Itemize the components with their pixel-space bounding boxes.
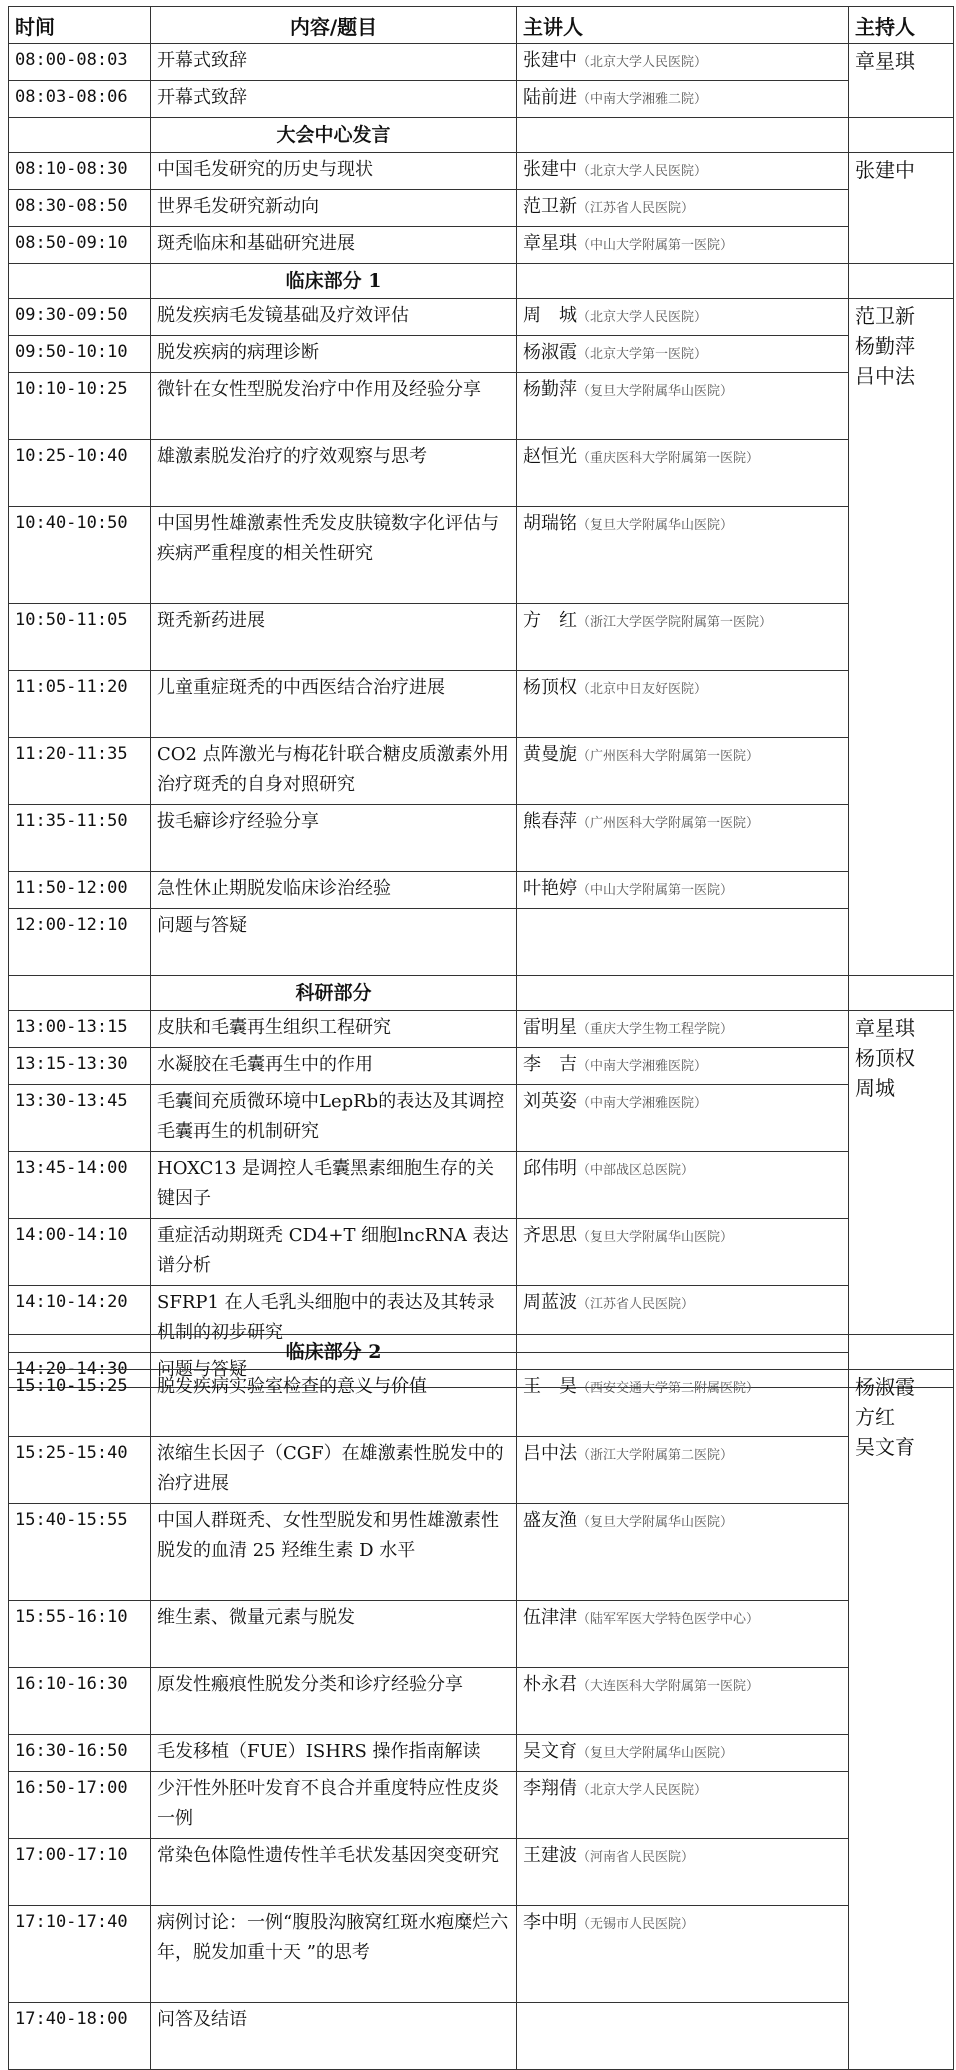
speaker-name: 方 红 <box>523 610 577 631</box>
topic-cell: 中国毛发研究的历史与现状 <box>151 153 517 190</box>
time-cell: 10:10-10:25 <box>9 373 151 440</box>
time-cell: 08:03-08:06 <box>9 81 151 118</box>
table-header-row <box>9 7 954 44</box>
topic-cell: SFRP1 在人毛乳头细胞中的表达及其转录机制的初步研究 <box>151 1286 517 1353</box>
topic-cell: 浓缩生长因子（CGF）在雄激素性脱发中的治疗进展 <box>151 1437 517 1504</box>
time-cell: 14:00-14:10 <box>9 1219 151 1286</box>
speaker-affiliation: （北京大学第一医院） <box>577 347 708 362</box>
time-cell: 13:45-14:00 <box>9 1152 151 1219</box>
speaker-name: 赵恒光 <box>523 446 577 467</box>
table-row <box>9 373 954 440</box>
topic-cell: 毛囊间充质微环境中LepRb的表达及其调控毛囊再生的机制研究 <box>151 1085 517 1152</box>
header-time: 时间 <box>9 7 151 44</box>
time-cell: 15:55-16:10 <box>9 1601 151 1668</box>
speaker-affiliation: （复旦大学附属华山医院） <box>577 1230 734 1245</box>
speaker-affiliation: （中山大学附属第一医院） <box>577 883 734 898</box>
time-cell: 12:00-12:10 <box>9 909 151 976</box>
table-row <box>9 909 954 976</box>
table-row <box>9 1048 954 1085</box>
speaker-affiliation: （复旦大学附属华山医院） <box>577 384 734 399</box>
speaker-cell <box>517 1152 849 1219</box>
time-cell: 11:05-11:20 <box>9 671 151 738</box>
topic-cell: 原发性瘢痕性脱发分类和诊疗经验分享 <box>151 1668 517 1735</box>
time-cell: 14:10-14:20 <box>9 1286 151 1353</box>
topic-cell: 中国人群斑秃、女性型脱发和男性雄激素性脱发的血清 25 羟维生素 D 水平 <box>151 1504 517 1601</box>
speaker-cell <box>517 1219 849 1286</box>
speaker-cell <box>517 1085 849 1152</box>
speaker-affiliation: （大连医科大学附属第一医院） <box>577 1679 760 1694</box>
table-row <box>9 1085 954 1152</box>
speaker-cell <box>517 1668 849 1735</box>
speaker-cell <box>517 1370 849 1437</box>
topic-cell: 水凝胶在毛囊再生中的作用 <box>151 1048 517 1085</box>
table-row <box>9 805 954 872</box>
speaker-affiliation: （复旦大学附属华山医院） <box>577 518 734 533</box>
time-cell: 17:00-17:10 <box>9 1839 151 1906</box>
speaker-name: 刘英姿 <box>523 1091 577 1112</box>
speaker-name: 陆前进 <box>523 87 577 108</box>
speaker-cell <box>517 1437 849 1504</box>
speaker-cell <box>517 190 849 227</box>
speaker-cell <box>517 373 849 440</box>
time-cell: 08:10-08:30 <box>9 153 151 190</box>
topic-cell: 脱发疾病毛发镜基础及疗效评估 <box>151 299 517 336</box>
table-row <box>9 604 954 671</box>
topic-cell: 中国男性雄激素性秃发皮肤镜数字化评估与疾病严重程度的相关性研究 <box>151 507 517 604</box>
table-row <box>9 1504 954 1601</box>
speaker-name: 吕中法 <box>523 1443 577 1464</box>
section-title: 大会中心发言 <box>151 118 517 153</box>
speaker-cell <box>517 44 849 81</box>
speaker-cell <box>517 507 849 604</box>
speaker-name: 雷明星 <box>523 1017 577 1038</box>
table-row <box>9 299 954 336</box>
speaker-name: 齐思思 <box>523 1225 577 1246</box>
speaker-name: 杨淑霞 <box>523 342 577 363</box>
speaker-cell <box>517 1906 849 2003</box>
speaker-affiliation: （重庆大学生物工程学院） <box>577 1022 734 1037</box>
table-row <box>9 440 954 507</box>
section-header-row <box>9 976 954 1011</box>
speaker-affiliation: （陆军军医大学特色医学中心） <box>577 1612 760 1627</box>
speaker-cell <box>517 1735 849 1772</box>
speaker-affiliation: （广州医科大学附属第一医院） <box>577 816 760 831</box>
speaker-affiliation: （浙江大学附属第二医院） <box>577 1448 734 1463</box>
speaker-name: 周蓝波 <box>523 1292 577 1313</box>
topic-cell: 世界毛发研究新动向 <box>151 190 517 227</box>
schedule-table-afternoon <box>8 1334 954 2070</box>
topic-cell: 雄激素脱发治疗的疗效观察与思考 <box>151 440 517 507</box>
speaker-affiliation: （中南大学湘雅医院） <box>577 1096 708 1111</box>
topic-cell: 维生素、微量元素与脱发 <box>151 1601 517 1668</box>
table-row <box>9 1011 954 1048</box>
topic-cell: 重症活动期斑秃 CD4+T 细胞lncRNA 表达谱分析 <box>151 1219 517 1286</box>
table-row <box>9 1437 954 1504</box>
speaker-name: 李翔倩 <box>523 1778 577 1799</box>
speaker-affiliation: （江苏省人民医院） <box>577 1297 695 1312</box>
header-host: 主持人 <box>849 7 954 44</box>
table-row <box>9 738 954 805</box>
time-cell: 10:25-10:40 <box>9 440 151 507</box>
speaker-affiliation: （广州医科大学附属第一医院） <box>577 749 760 764</box>
speaker-name: 李中明 <box>523 1912 577 1933</box>
speaker-name: 伍津津 <box>523 1607 577 1628</box>
section-header-row <box>9 1335 954 1370</box>
time-cell: 13:15-13:30 <box>9 1048 151 1085</box>
table-row <box>9 2003 954 2070</box>
table-row <box>9 1772 954 1839</box>
topic-cell: CO2 点阵激光与梅花针联合糖皮质激素外用治疗斑秃的自身对照研究 <box>151 738 517 805</box>
speaker-cell <box>517 738 849 805</box>
topic-cell: 开幕式致辞 <box>151 44 517 81</box>
speaker-affiliation: （北京大学人民医院） <box>577 164 708 179</box>
table-row <box>9 1668 954 1735</box>
topic-cell: 毛发移植（FUE）ISHRS 操作指南解读 <box>151 1735 517 1772</box>
time-cell: 08:50-09:10 <box>9 227 151 264</box>
host-name: 张建中 <box>855 158 915 182</box>
table-row <box>9 1735 954 1772</box>
speaker-name: 吴文育 <box>523 1741 577 1762</box>
host-cell <box>849 1370 954 2070</box>
speaker-cell <box>517 299 849 336</box>
time-cell: 15:40-15:55 <box>9 1504 151 1601</box>
time-cell: 16:30-16:50 <box>9 1735 151 1772</box>
topic-cell: 脱发疾病实验室检查的意义与价值 <box>151 1370 517 1437</box>
host-name: 章星琪 <box>855 1016 915 1040</box>
time-cell: 13:30-13:45 <box>9 1085 151 1152</box>
table-row <box>9 81 954 118</box>
speaker-name: 朴永君 <box>523 1674 577 1695</box>
time-cell: 17:10-17:40 <box>9 1906 151 2003</box>
speaker-cell <box>517 153 849 190</box>
host-name: 方红 <box>855 1405 895 1429</box>
table-row <box>9 1219 954 1286</box>
speaker-cell <box>517 2003 849 2070</box>
host-name: 吕中法 <box>855 364 915 388</box>
topic-cell: 病例讨论：一例“腹股沟腋窝红斑水疱糜烂六年，脱发加重十天 ”的思考 <box>151 1906 517 2003</box>
speaker-affiliation: （北京大学人民医院） <box>577 1783 708 1798</box>
time-cell: 15:10-15:25 <box>9 1370 151 1437</box>
table-row <box>9 336 954 373</box>
speaker-name: 李 吉 <box>523 1054 577 1075</box>
topic-cell: 儿童重症斑秃的中西医结合治疗进展 <box>151 671 517 738</box>
table-row <box>9 1906 954 2003</box>
speaker-name: 王建波 <box>523 1845 577 1866</box>
speaker-name: 王 昊 <box>523 1376 577 1397</box>
speaker-affiliation: （重庆医科大学附属第一医院） <box>577 451 760 466</box>
topic-cell: 脱发疾病的病理诊断 <box>151 336 517 373</box>
speaker-affiliation: （浙江大学医学院附属第一医院） <box>577 615 773 630</box>
time-cell: 17:40-18:00 <box>9 2003 151 2070</box>
speaker-cell <box>517 1011 849 1048</box>
speaker-name: 张建中 <box>523 50 577 71</box>
time-cell: 09:30-09:50 <box>9 299 151 336</box>
header-topic: 内容/题目 <box>151 7 517 44</box>
speaker-name: 黄曼旎 <box>523 744 577 765</box>
section-title: 科研部分 <box>151 976 517 1011</box>
speaker-cell <box>517 872 849 909</box>
speaker-affiliation: （中南大学湘雅二院） <box>577 92 708 107</box>
table-row <box>9 190 954 227</box>
speaker-affiliation: （中部战区总医院） <box>577 1163 695 1178</box>
speaker-affiliation: （北京大学人民医院） <box>577 310 708 325</box>
time-cell: 14:20-14:30 <box>9 1353 151 1388</box>
host-name: 范卫新 <box>855 304 915 328</box>
speaker-cell <box>517 909 849 976</box>
speaker-cell <box>517 336 849 373</box>
time-cell: 11:50-12:00 <box>9 872 151 909</box>
speaker-affiliation: （河南省人民医院） <box>577 1850 695 1865</box>
speaker-cell <box>517 1048 849 1085</box>
table-row <box>9 227 954 264</box>
topic-cell: 拔毛癖诊疗经验分享 <box>151 805 517 872</box>
topic-cell: 微针在女性型脱发治疗中作用及经验分享 <box>151 373 517 440</box>
topic-cell: 问题与答疑 <box>151 1353 517 1388</box>
speaker-affiliation: （西安交通大学第二附属医院） <box>577 1381 760 1396</box>
speaker-affiliation: （北京中日友好医院） <box>577 682 708 697</box>
speaker-affiliation: （无锡市人民医院） <box>577 1917 695 1932</box>
topic-cell: 常染色体隐性遗传性羊毛状发基因突变研究 <box>151 1839 517 1906</box>
section-header-row <box>9 118 954 153</box>
host-cell <box>849 153 954 264</box>
section-header-row <box>9 264 954 299</box>
speaker-cell <box>517 805 849 872</box>
host-name: 杨顶权 <box>855 1046 915 1070</box>
table-row <box>9 872 954 909</box>
host-name: 杨勤萍 <box>855 334 915 358</box>
time-cell: 13:00-13:15 <box>9 1011 151 1048</box>
topic-cell: 问题与答疑 <box>151 909 517 976</box>
time-cell: 16:50-17:00 <box>9 1772 151 1839</box>
section-title: 临床部分 1 <box>151 264 517 299</box>
schedule-table-morning <box>8 6 954 1388</box>
speaker-cell <box>517 1772 849 1839</box>
topic-cell: 少汗性外胚叶发育不良合并重度特应性皮炎一例 <box>151 1772 517 1839</box>
time-cell: 11:35-11:50 <box>9 805 151 872</box>
speaker-affiliation: （江苏省人民医院） <box>577 201 695 216</box>
speaker-affiliation: （中山大学附属第一医院） <box>577 238 734 253</box>
host-name: 吴文育 <box>855 1435 915 1459</box>
speaker-cell <box>517 440 849 507</box>
topic-cell: 问答及结语 <box>151 2003 517 2070</box>
time-cell: 10:40-10:50 <box>9 507 151 604</box>
speaker-cell <box>517 1504 849 1601</box>
time-cell: 16:10-16:30 <box>9 1668 151 1735</box>
topic-cell: 斑秃新药进展 <box>151 604 517 671</box>
table-row <box>9 1370 954 1437</box>
speaker-cell <box>517 1839 849 1906</box>
host-cell <box>849 44 954 118</box>
speaker-cell <box>517 227 849 264</box>
time-cell: 11:20-11:35 <box>9 738 151 805</box>
table-row <box>9 1839 954 1906</box>
table-row <box>9 507 954 604</box>
time-cell: 15:25-15:40 <box>9 1437 151 1504</box>
host-name: 杨淑霞 <box>855 1375 915 1399</box>
table-row <box>9 153 954 190</box>
speaker-affiliation: （北京大学人民医院） <box>577 55 708 70</box>
topic-cell: 急性休止期脱发临床诊治经验 <box>151 872 517 909</box>
topic-cell: 斑秃临床和基础研究进展 <box>151 227 517 264</box>
time-cell: 09:50-10:10 <box>9 336 151 373</box>
speaker-cell <box>517 81 849 118</box>
speaker-name: 熊春萍 <box>523 811 577 832</box>
speaker-cell <box>517 671 849 738</box>
table-row <box>9 1601 954 1668</box>
topic-cell: HOXC13 是调控人毛囊黑素细胞生存的关键因子 <box>151 1152 517 1219</box>
table-row <box>9 671 954 738</box>
speaker-affiliation: （中南大学湘雅医院） <box>577 1059 708 1074</box>
section-title: 临床部分 2 <box>151 1335 517 1370</box>
speaker-name: 张建中 <box>523 159 577 180</box>
speaker-name: 周 城 <box>523 305 577 326</box>
table-row <box>9 1152 954 1219</box>
speaker-name: 范卫新 <box>523 196 577 217</box>
speaker-name: 杨顶权 <box>523 677 577 698</box>
host-cell <box>849 1011 954 1388</box>
speaker-affiliation: （复旦大学附属华山医院） <box>577 1746 734 1761</box>
speaker-name: 盛友渔 <box>523 1510 577 1531</box>
speaker-name: 章星琪 <box>523 233 577 254</box>
topic-cell: 皮肤和毛囊再生组织工程研究 <box>151 1011 517 1048</box>
host-name: 周城 <box>855 1076 895 1100</box>
table-row <box>9 44 954 81</box>
time-cell: 08:30-08:50 <box>9 190 151 227</box>
speaker-name: 叶艳婷 <box>523 878 577 899</box>
time-cell: 08:00-08:03 <box>9 44 151 81</box>
speaker-name: 邱伟明 <box>523 1158 577 1179</box>
time-cell: 10:50-11:05 <box>9 604 151 671</box>
speaker-name: 胡瑞铭 <box>523 513 577 534</box>
host-cell <box>849 299 954 976</box>
topic-cell: 开幕式致辞 <box>151 81 517 118</box>
host-name: 章星琪 <box>855 49 915 73</box>
header-speaker: 主讲人 <box>517 7 849 44</box>
speaker-cell <box>517 1601 849 1668</box>
speaker-name: 杨勤萍 <box>523 379 577 400</box>
speaker-affiliation: （复旦大学附属华山医院） <box>577 1515 734 1530</box>
speaker-cell <box>517 604 849 671</box>
